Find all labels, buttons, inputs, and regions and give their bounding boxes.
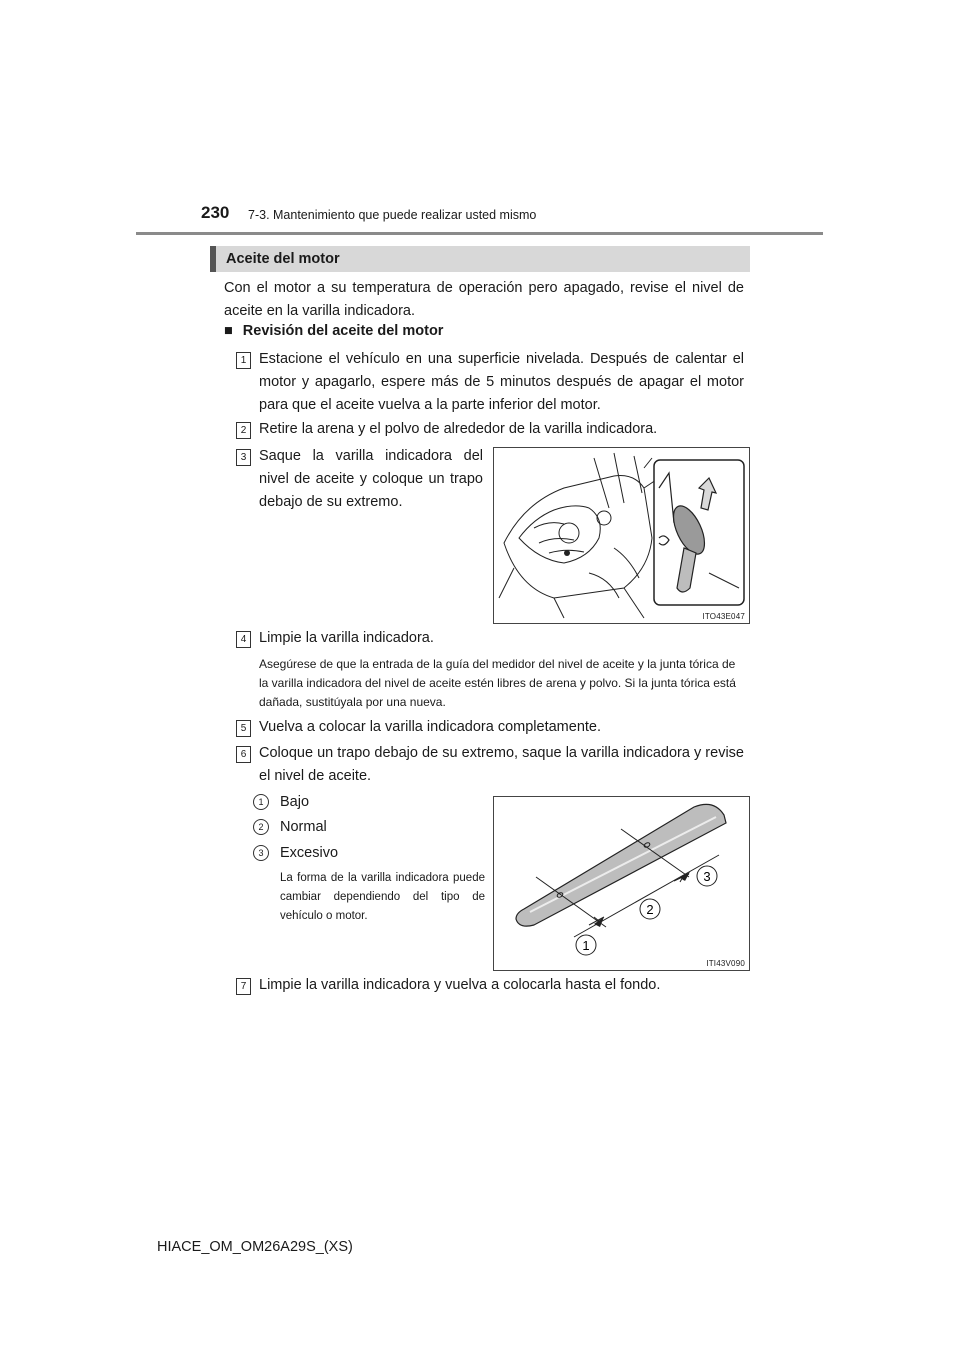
engine-dipstick-figure <box>493 447 750 624</box>
levels-note: La forma de la varilla indicadora puede cambiar dependiendo del tipo de vehículo o motor. <box>280 872 485 922</box>
level-label-normal: Normal <box>280 819 327 835</box>
step-6-text: Coloque un trapo debajo de su extremo, saque la varilla indicadora y revise el nivel de aceite. <box>259 745 744 784</box>
step-4-note: Asegúrese de que la entrada de la guía del medidor del nivel de aceite y la junta tórica de la varilla indicadora del nivel de aceite estén libres de arena y polvo. Si la junta tórica está dañada, sustitúyala por una nueva. <box>259 657 736 709</box>
step-number-2: 2 <box>236 422 251 439</box>
step-7-text: Limpie la varilla indicadora y vuelva a colocarla hasta el fondo. <box>259 977 661 993</box>
step-number-4: 4 <box>236 631 251 648</box>
step-number-7: 7 <box>236 978 251 995</box>
header-rule <box>136 232 823 235</box>
level-number-2: 2 <box>253 819 269 835</box>
step-1-text: Estacione el vehículo en una superficie nivelada. Después de calentar el motor y apagarlo, espere más de 5 minutos después de apagar el motor para que el aceite vuelva a la parte inferior del motor. <box>259 351 744 413</box>
intro-paragraph: Con el motor a su temperatura de operación pero apagado, revise el nivel de aceite en la varilla indicadora. <box>224 280 744 319</box>
chapter-title: 7-3. Mantenimiento que puede realizar usted mismo <box>248 208 537 222</box>
document-id: HIACE_OM_OM26A29S_(XS) <box>157 1239 353 1255</box>
section-marker <box>210 246 216 272</box>
subheading-text: Revisión del aceite del motor <box>242 323 444 339</box>
level-label-low: Bajo <box>280 794 310 810</box>
callout-1: 1 <box>582 938 590 953</box>
page-number: 230 <box>201 203 230 222</box>
step-number-1: 1 <box>236 352 251 369</box>
section-title: Aceite del motor <box>226 251 340 267</box>
level-number-1: 1 <box>253 794 269 810</box>
subheading-bullet: ■ <box>224 323 233 339</box>
figure-code: ITO43E047 <box>702 612 745 621</box>
step-number-5: 5 <box>236 720 251 737</box>
step-5-text: Vuelva a colocar la varilla indicadora completamente. <box>259 719 602 735</box>
step-number-6: 6 <box>236 746 251 763</box>
dipstick-illustration <box>494 797 749 970</box>
engine-compartment-illustration <box>494 448 749 623</box>
section-header <box>210 246 750 272</box>
step-4-text: Limpie la varilla indicadora. <box>259 630 434 646</box>
step-3-text: Saque la varilla indicadora del nivel de aceite y coloque un trapo debajo de su extremo. <box>259 448 483 510</box>
level-number-3: 3 <box>253 845 269 861</box>
callout-2: 2 <box>646 902 654 917</box>
dipstick-level-figure <box>493 796 750 971</box>
callout-3: 3 <box>703 869 711 884</box>
figure-code: ITI43V090 <box>706 959 745 968</box>
level-label-excessive: Excesivo <box>280 845 339 861</box>
step-2-text: Retire la arena y el polvo de alrededor de la varilla indicadora. <box>259 421 658 437</box>
subheading <box>224 323 443 339</box>
step-number-3: 3 <box>236 449 251 466</box>
